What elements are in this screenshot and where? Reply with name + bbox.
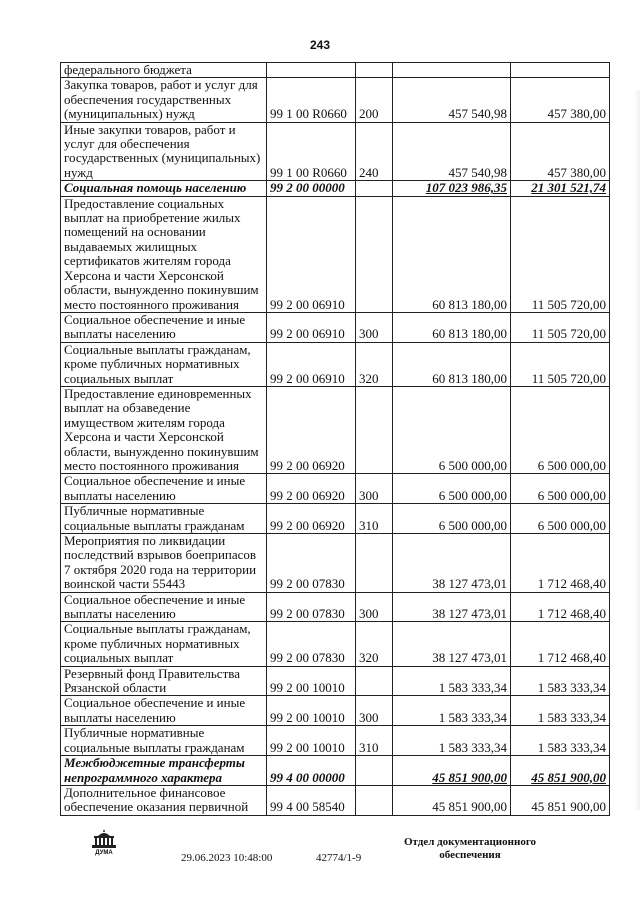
row-name-cell: Публичные нормативные социальные выплаты гражданам: [61, 726, 267, 756]
row-amount-2024-cell: 1 583 333,34: [511, 666, 610, 696]
table-row: [61, 63, 610, 78]
table-row: [61, 386, 610, 473]
footer-datetime: 29.06.2023 10:48:00: [181, 852, 273, 864]
row-amount-2023-cell: 60 813 180,00: [393, 196, 511, 312]
row-vr-cell: 300: [356, 592, 393, 622]
table-row: [61, 696, 610, 726]
row-amount-2023-cell: 457 540,98: [393, 78, 511, 122]
footer: [0, 828, 640, 888]
table-row: [61, 342, 610, 386]
row-code-cell: 99 2 00 07830: [267, 592, 356, 622]
row-code-cell: 99 2 00 06910: [267, 312, 356, 342]
row-name-cell: Межбюджетные трансферты непрограммного характера: [61, 756, 267, 786]
table-row: [61, 181, 610, 196]
row-vr-cell: 320: [356, 342, 393, 386]
row-vr-cell: [356, 181, 393, 196]
row-amount-2024-cell: 11 505 720,00: [511, 342, 610, 386]
row-name-cell: Мероприятия по ликвидации последствий взрывов боеприпасов 7 октября 2020 года на территории воинской части 55443: [61, 534, 267, 593]
row-code-cell: 99 2 00 06910: [267, 196, 356, 312]
row-vr-cell: 310: [356, 504, 393, 534]
duma-emblem-icon: [88, 828, 120, 862]
row-amount-2024-cell: 11 505 720,00: [511, 196, 610, 312]
footer-doc-number: 42774/1-9: [316, 852, 362, 864]
row-amount-2024-cell: 6 500 000,00: [511, 474, 610, 504]
row-name-cell: Иные закупки товаров, работ и услуг для обеспечения государственных (муниципальных) нужд: [61, 122, 267, 181]
row-amount-2024-cell: 45 851 900,00: [511, 785, 610, 815]
row-vr-cell: 200: [356, 78, 393, 122]
scan-edge: [634, 90, 640, 810]
row-amount-2023-cell: 1 583 333,34: [393, 726, 511, 756]
row-amount-2023-cell: [393, 63, 511, 78]
row-vr-cell: [356, 196, 393, 312]
row-amount-2024-cell: 11 505 720,00: [511, 312, 610, 342]
budget-table: [60, 62, 610, 816]
row-code-cell: 99 1 00 R0660: [267, 78, 356, 122]
row-name-cell: Социальные выплаты гражданам, кроме публичных нормативных социальных выплат: [61, 622, 267, 666]
row-name-cell: Социальное обеспечение и иные выплаты населению: [61, 312, 267, 342]
row-amount-2024-cell: 1 712 468,40: [511, 622, 610, 666]
table-row: [61, 756, 610, 786]
row-name-cell: Предоставление единовременных выплат на обзаведение имуществом жителям города Херсона и части Херсонской области, вынужденно покинувшим место постоянного проживания: [61, 386, 267, 473]
row-amount-2024-cell: [511, 63, 610, 78]
row-vr-cell: [356, 785, 393, 815]
row-amount-2024-cell: 1 712 468,40: [511, 592, 610, 622]
row-name-cell: Закупка товаров, работ и услуг для обеспечения государственных (муниципальных) нужд: [61, 78, 267, 122]
row-amount-2023-cell: 1 583 333,34: [393, 696, 511, 726]
table-row: [61, 592, 610, 622]
row-code-cell: [267, 63, 356, 78]
row-code-cell: 99 4 00 00000: [267, 756, 356, 786]
row-amount-2024-cell: 6 500 000,00: [511, 386, 610, 473]
row-amount-2024-cell: 457 380,00: [511, 122, 610, 181]
row-vr-cell: [356, 666, 393, 696]
row-amount-2023-cell: 60 813 180,00: [393, 342, 511, 386]
table-row: [61, 196, 610, 312]
emblem-caption: ДУМА: [95, 850, 113, 856]
row-code-cell: 99 2 00 07830: [267, 534, 356, 593]
row-vr-cell: 300: [356, 312, 393, 342]
row-code-cell: 99 2 00 06910: [267, 342, 356, 386]
budget-table-body: [61, 63, 610, 816]
row-code-cell: 99 2 00 06920: [267, 504, 356, 534]
row-code-cell: 99 2 00 10010: [267, 696, 356, 726]
row-amount-2024-cell: 6 500 000,00: [511, 504, 610, 534]
row-name-cell: Социальное обеспечение и иные выплаты населению: [61, 592, 267, 622]
row-amount-2023-cell: 38 127 473,01: [393, 622, 511, 666]
row-code-cell: 99 2 00 06920: [267, 386, 356, 473]
row-name-cell: Публичные нормативные социальные выплаты гражданам: [61, 504, 267, 534]
row-name-cell: Социальное обеспечение и иные выплаты населению: [61, 474, 267, 504]
row-amount-2023-cell: 38 127 473,01: [393, 592, 511, 622]
row-name-cell: федерального бюджета: [61, 63, 267, 78]
row-name-cell: Дополнительное финансовое обеспечение оказания первичной: [61, 785, 267, 815]
table-row: [61, 504, 610, 534]
row-name-cell: Социальные выплаты гражданам, кроме публичных нормативных социальных выплат: [61, 342, 267, 386]
row-amount-2023-cell: 457 540,98: [393, 122, 511, 181]
row-amount-2024-cell: 1 583 333,34: [511, 726, 610, 756]
row-amount-2024-cell: 21 301 521,74: [511, 181, 610, 196]
table-row: [61, 474, 610, 504]
row-vr-cell: [356, 386, 393, 473]
row-vr-cell: 320: [356, 622, 393, 666]
row-vr-cell: [356, 63, 393, 78]
table-row: [61, 726, 610, 756]
row-amount-2023-cell: 38 127 473,01: [393, 534, 511, 593]
table-row: [61, 78, 610, 122]
row-vr-cell: [356, 534, 393, 593]
row-amount-2023-cell: 60 813 180,00: [393, 312, 511, 342]
row-amount-2023-cell: 6 500 000,00: [393, 474, 511, 504]
row-amount-2023-cell: 6 500 000,00: [393, 386, 511, 473]
row-code-cell: 99 1 00 R0660: [267, 122, 356, 181]
row-name-cell: Социальная помощь населению: [61, 181, 267, 196]
row-code-cell: 99 2 00 10010: [267, 726, 356, 756]
row-amount-2023-cell: 1 583 333,34: [393, 666, 511, 696]
row-code-cell: 99 4 00 58540: [267, 785, 356, 815]
row-name-cell: Резервный фонд Правительства Рязанской области: [61, 666, 267, 696]
row-code-cell: 99 2 00 00000: [267, 181, 356, 196]
row-vr-cell: [356, 756, 393, 786]
row-vr-cell: 300: [356, 696, 393, 726]
table-row: [61, 666, 610, 696]
table-row: [61, 312, 610, 342]
row-amount-2024-cell: 45 851 900,00: [511, 756, 610, 786]
row-vr-cell: 240: [356, 122, 393, 181]
row-vr-cell: 310: [356, 726, 393, 756]
page-number: 243: [309, 38, 331, 52]
table-row: [61, 122, 610, 181]
row-code-cell: 99 2 00 07830: [267, 622, 356, 666]
row-amount-2023-cell: 45 851 900,00: [393, 785, 511, 815]
row-name-cell: Предоставление социальных выплат на приобретение жилых помещений на основании выдаваемых жилищных сертификатов жителям города Херсона и части Херсонской области, вынужденно покинувшим место постоянного проживания: [61, 196, 267, 312]
row-amount-2024-cell: 1 712 468,40: [511, 534, 610, 593]
row-amount-2023-cell: 107 023 986,35: [393, 181, 511, 196]
row-name-cell: Социальное обеспечение и иные выплаты населению: [61, 696, 267, 726]
row-amount-2023-cell: 6 500 000,00: [393, 504, 511, 534]
row-code-cell: 99 2 00 10010: [267, 666, 356, 696]
row-amount-2024-cell: 457 380,00: [511, 78, 610, 122]
table-row: [61, 785, 610, 815]
footer-department: Отдел документационного обеспечения: [403, 836, 537, 861]
row-vr-cell: 300: [356, 474, 393, 504]
row-amount-2023-cell: 45 851 900,00: [393, 756, 511, 786]
building-icon: [88, 828, 120, 850]
table-row: [61, 622, 610, 666]
row-code-cell: 99 2 00 06920: [267, 474, 356, 504]
table-row: [61, 534, 610, 593]
row-amount-2024-cell: 1 583 333,34: [511, 696, 610, 726]
